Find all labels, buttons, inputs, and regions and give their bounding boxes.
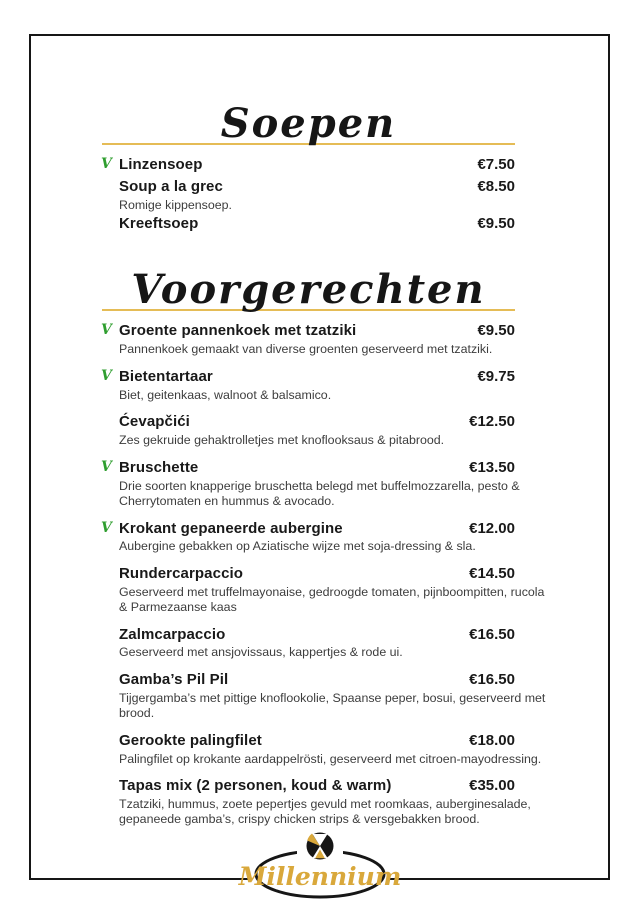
item-price: €7.50 (477, 156, 515, 173)
item-name: Gamba’s Pil Pil (119, 671, 229, 689)
vegetarian-icon: V (101, 322, 112, 339)
menu-item (102, 413, 515, 448)
menu-item-row (101, 156, 515, 175)
vegetarian-icon: V (101, 519, 112, 536)
item-price: €9.75 (477, 367, 515, 385)
item-price: €12.50 (469, 413, 515, 431)
item-description: Geserveerd met ansjovissaus, kappertjes & rode ui. (119, 645, 403, 660)
menu-item (101, 459, 520, 509)
menu-item-row (119, 671, 515, 690)
item-description: Pannenkoek gemaakt van diverse groenten geserveerd met tzatziki. (119, 341, 493, 356)
item-price: €9.50 (477, 215, 515, 233)
item-name: Zalmcarpaccio (119, 625, 226, 643)
item-price: €8.50 (477, 177, 515, 195)
item-price: €12.00 (469, 519, 515, 537)
menu-item (102, 731, 542, 767)
item-description: Tijgergamba’s met pittige knoflookolie, Spaanse peper, bosui, geserveerd met brood. (119, 691, 546, 720)
menu-item (102, 178, 515, 213)
item-description: Biet, geitenkaas, walnoot & balsamico. (119, 387, 332, 402)
menu-item (102, 368, 515, 403)
item-description: Zes gekruide gehaktrolletjes met knoflooksaus & pitabrood. (119, 433, 445, 448)
menu-sections (101, 100, 546, 838)
item-description: Drie soorten knapperige bruschetta belegd met buffelmozzarella, pesto & Cherrytomaten en hummus & avocado. (119, 478, 520, 508)
item-name: Bruschette (119, 459, 199, 476)
menu-item (102, 626, 515, 661)
menu-item-row (119, 565, 515, 584)
item-price: €35.00 (469, 777, 515, 795)
item-name: Kreeftsoep (119, 215, 199, 233)
vegetarian-icon: V (101, 459, 112, 475)
menu-item-row (101, 519, 515, 539)
vegetarian-icon: V (101, 156, 112, 172)
item-price: €14.50 (469, 565, 515, 583)
menu-item-row (119, 178, 515, 197)
menu-item (102, 520, 515, 555)
menu-item-row (101, 459, 515, 478)
menu-item (102, 322, 515, 357)
item-description: Tzatziki, hummus, zoete pepertjes gevuld met roomkaas, auberginesalade, gepaneede gamba’s, crispy chicken strips & versgebakken brood. (119, 797, 531, 826)
menu-item-row (119, 732, 515, 751)
item-price: €18.00 (469, 731, 515, 749)
item-name: Krokant gepaneerde aubergine (119, 519, 343, 537)
item-description: Aubergine gebakken op Aziatische wijze met soja-dressing & sla. (119, 539, 476, 554)
menu-item (102, 215, 515, 234)
item-name: Tapas mix (2 personen, koud & warm) (119, 777, 392, 795)
item-price: €13.50 (469, 459, 515, 476)
menu-frame (29, 34, 610, 891)
item-description: Palingfilet op krokante aardappelrösti, geserveerd met citroen-mayodressing. (119, 751, 542, 766)
brand-name: Millennium (238, 862, 401, 891)
section-title: Soepen (220, 100, 397, 147)
item-name: Bietentartaar (119, 367, 213, 385)
item-name: Gerookte palingfilet (119, 731, 262, 749)
item-name: Groente pannenkoek met tzatziki (119, 322, 357, 340)
item-price: €16.50 (469, 625, 515, 643)
vegetarian-icon: V (101, 367, 112, 384)
hourglass-circle-icon (306, 833, 333, 860)
item-price: €16.50 (469, 671, 515, 689)
menu-section-voorgerechten (101, 266, 546, 827)
item-name: Rundercarpaccio (119, 565, 244, 583)
section-items (101, 322, 546, 827)
menu-item-row (101, 367, 515, 387)
item-name: Soup a la grec (119, 177, 223, 195)
millennium-logo (235, 822, 405, 902)
item-description: Romige kippensoep. (119, 197, 232, 212)
menu-item-row (119, 215, 515, 234)
item-name: Ćevapčići (119, 413, 190, 431)
item-description: Geserveerd met truffelmayonaise, gedroogde tomaten, pijnboompitten, rucola & Parmezaanse kaas (119, 584, 545, 614)
menu-item-row (119, 777, 515, 796)
menu-item (102, 565, 545, 615)
section-title: Voorgerechten (131, 266, 486, 314)
menu-item-row (101, 322, 515, 341)
menu-item-row (119, 626, 515, 645)
menu-item (102, 156, 515, 175)
item-name: Linzensoep (119, 156, 203, 173)
menu-item (102, 777, 531, 827)
section-items (102, 156, 515, 234)
menu-section-soepen (102, 100, 515, 234)
menu-item (102, 671, 546, 721)
item-price: €9.50 (477, 322, 515, 340)
menu-item-row (119, 413, 515, 432)
